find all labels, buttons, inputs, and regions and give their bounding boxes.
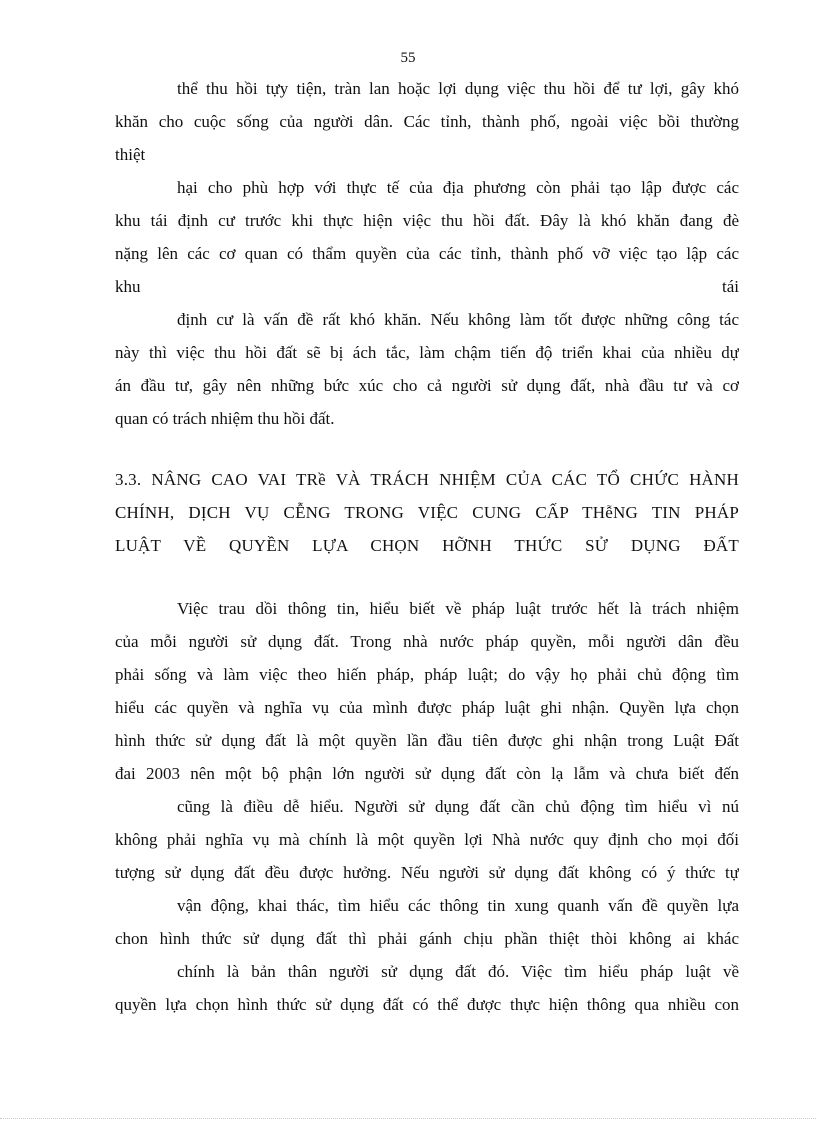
paragraph-5 <box>115 790 739 889</box>
page-number: 55 <box>400 50 416 66</box>
text-line: hiểu các quyền và nghĩa vụ của mình được pháp luật ghi nhận. Quyền lựa chọn <box>115 698 739 717</box>
text-line: cũng là điều dễ hiểu. Người sử dụng đất cần chủ động tìm hiểu vì nú <box>177 797 739 816</box>
spacer <box>115 562 739 592</box>
text-line: nặng lên các cơ quan có thẩm quyền của các tỉnh, thành phố vỡ việc tạo lập các <box>115 244 739 263</box>
text-line: khăn cho cuộc sống của người dân. Các tỉnh, thành phố, ngoài việc bồi thường <box>115 112 739 131</box>
heading-line: 3.3. NÂNG CAO VAI TRề VÀ TRÁCH NHIỆM CỦA CÁC TỔ CHỨC HÀNH <box>115 470 739 489</box>
paragraph-2 <box>115 171 739 303</box>
text-line: này thì việc thu hồi đất sẽ bị ách tắc, làm chậm tiến độ triển khai của nhiều dự <box>115 343 739 362</box>
text-line: hại cho phù hợp với thực tế của địa phương còn phải tạo lập được các <box>177 178 739 197</box>
paragraph-4 <box>115 592 739 790</box>
text-line: không phải nghĩa vụ mà chính là một quyền lợi Nhà nước quy định cho mọi đối <box>115 830 739 849</box>
paragraph-6 <box>115 889 739 955</box>
text-line: hình thức sử dụng đất là một quyền lần đầu tiên được ghi nhận trong Luật Đất <box>115 731 739 750</box>
text-line: tượng sử dụng đất đều được hưởng. Nếu người sử dụng đất không có ý thức tự <box>115 863 739 882</box>
heading-line: LUẬT VỀ QUYỀN LỰA CHỌN HỠNH THỨC SỬ DỤNG ĐẤT <box>115 536 739 555</box>
text-line: vận động, khai thác, tìm hiểu các thông tin xung quanh vấn đề quyền lựa <box>177 896 739 915</box>
text-line: quyền lựa chọn hình thức sử dụng đất có thể được thực hiện thông qua nhiều con <box>115 995 739 1014</box>
text-line: Việc trau dồi thông tin, hiểu biết về pháp luật trước hết là trách nhiệm <box>177 599 739 618</box>
paragraph-7 <box>115 955 739 1021</box>
split-left-word: khu <box>115 277 141 296</box>
text-line: quan có trách nhiệm thu hồi đất. <box>115 409 335 428</box>
text-line: khu tái định cư trước khi thực hiện việc thu hồi đất. Đây là khó khăn đang đè <box>115 211 739 230</box>
text-line: phải sống và làm việc theo hiến pháp, pháp luật; do vậy họ phải chủ động tìm <box>115 665 739 684</box>
spacer <box>115 435 739 463</box>
text-line: chon hình thức sử dụng đất thì phải gánh chịu phần thiệt thòi không ai khác <box>115 929 739 948</box>
text-line: án đầu tư, gây nên những bức xúc cho cả người sử dụng đất, nhà đầu tư và cơ <box>115 376 739 395</box>
document-body <box>115 72 739 1021</box>
heading-line: CHÍNH, DỊCH VỤ CỄNG TRONG VIỆC CUNG CẤP THễNG TIN PHÁP <box>115 503 739 522</box>
section-heading <box>115 463 739 562</box>
text-line-split <box>115 270 739 303</box>
text-line: chính là bản thân người sử dụng đất đó. Việc tìm hiểu pháp luật về <box>177 962 739 981</box>
page-bottom-dotted-rule <box>0 1118 816 1119</box>
text-line: thiệt <box>115 145 146 164</box>
text-line: thể thu hồi tựy tiện, tràn lan hoặc lợi dụng việc thu hồi để tư lợi, gây khó <box>177 79 739 98</box>
paragraph-3 <box>115 303 739 435</box>
text-line: định cư là vấn đề rất khó khăn. Nếu không làm tốt được những công tác <box>177 310 739 329</box>
text-line: đai 2003 nên một bộ phận lớn người sử dụng đất còn lạ lẫm và chưa biết đến <box>115 764 739 783</box>
text-line: của mỗi người sử dụng đất. Trong nhà nước pháp quyền, mỗi người dân đều <box>115 632 739 651</box>
paragraph-1 <box>115 72 739 171</box>
split-right-word: tái <box>722 277 739 296</box>
